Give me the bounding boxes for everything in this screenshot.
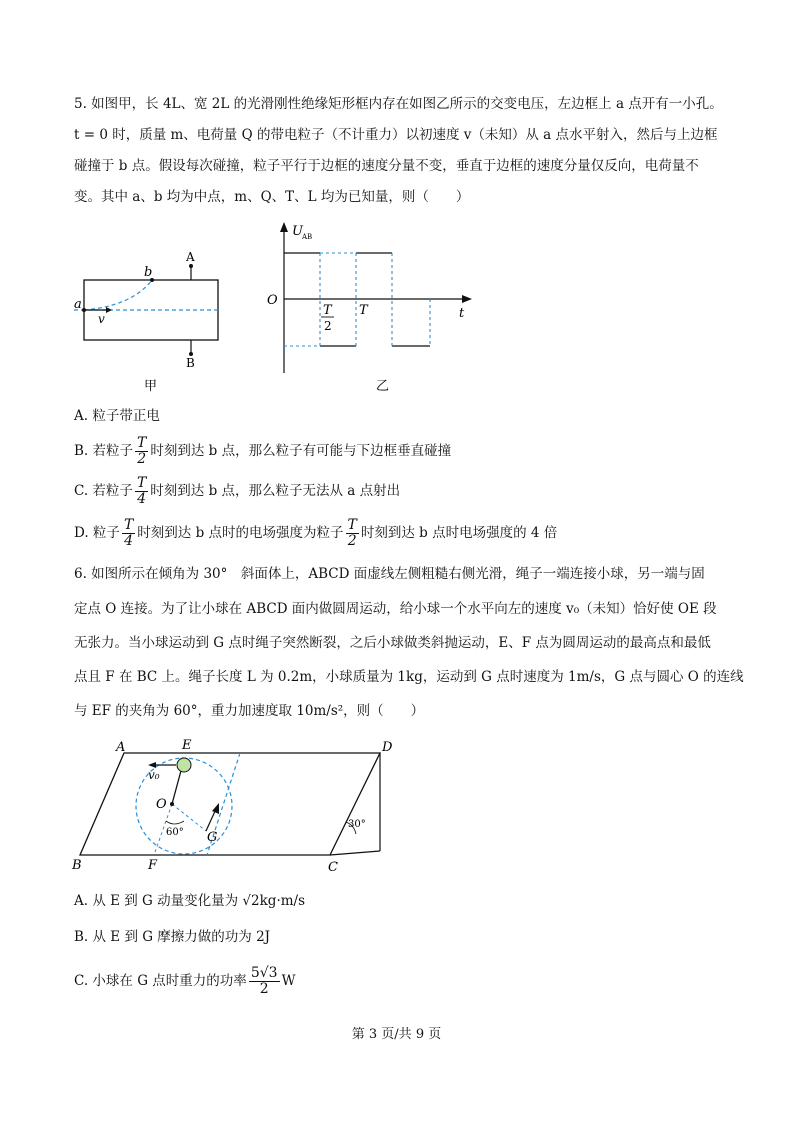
caption-jia: 甲 bbox=[144, 379, 158, 394]
point-a bbox=[82, 308, 86, 312]
side-base-edge bbox=[330, 851, 380, 855]
q5-option-d-pre: D. 粒子 bbox=[74, 525, 120, 541]
q5-option-c-post: 时刻到达 b 点，那么粒子无法从 a 点射出 bbox=[150, 483, 401, 499]
q5-option-d-mid: 时刻到达 b 点时的电场强度为粒子 bbox=[137, 525, 344, 541]
q5-option-c-frac bbox=[135, 476, 148, 507]
q6-line-1: 6. 如图所示在倾角为 30° 斜面体上，ABCD 面虚线左侧粗糙右侧光滑，绳子一端连接小球，另一端与固 bbox=[74, 566, 705, 582]
q6-line-2: 定点 O 连接。为了让小球在 ABCD 面内做圆周运动，给小球一个水平向左的速度 v₀（未知）恰好使 OE 段 bbox=[74, 601, 717, 617]
caption-yi: 乙 bbox=[376, 379, 390, 393]
frac-den: 2 bbox=[259, 981, 269, 997]
figure-jia bbox=[60, 240, 240, 395]
label-v0: v₀ bbox=[148, 768, 160, 782]
terminal-A-dot bbox=[189, 264, 193, 268]
y-label-sub: AB bbox=[302, 233, 313, 241]
q5-option-d-post: 时刻到达 b 点时电场强度的 4 倍 bbox=[360, 525, 558, 541]
T-label: T bbox=[359, 303, 368, 318]
half-T-num: T bbox=[323, 303, 332, 318]
label-a: a bbox=[74, 297, 82, 312]
frac-num: T bbox=[347, 517, 357, 533]
label-A: A bbox=[186, 250, 195, 264]
y-axis-arrow bbox=[280, 222, 288, 232]
q5-option-d-frac-2 bbox=[346, 518, 359, 549]
label-C: C bbox=[328, 860, 338, 875]
arrow-g bbox=[206, 809, 216, 831]
q5-line-3: 碰撞于 b 点。假设每次碰撞，粒子平行于边框的速度分量不变，垂直于边框的速度分量仅反向，电荷量不 bbox=[74, 158, 699, 174]
frac-den: 2 bbox=[347, 533, 357, 549]
label-A: A bbox=[116, 740, 126, 755]
q5-option-d-frac-1 bbox=[122, 518, 135, 549]
q6-option-b: B. 从 E 到 G 摩擦力做的功为 2J bbox=[74, 929, 271, 945]
q6-option-c bbox=[74, 966, 295, 997]
label-G: G bbox=[207, 830, 218, 845]
q6-line-3: 无张力。当小球运动到 G 点时绳子突然断裂，之后小球做类斜抛运动，E、F 点为圆周运动的最高点和最低 bbox=[74, 635, 711, 651]
label-b: b bbox=[144, 265, 153, 280]
frac-den: 4 bbox=[137, 491, 147, 507]
q5-option-c bbox=[74, 476, 400, 507]
rope-o-e bbox=[172, 767, 182, 804]
angle-60-arc bbox=[166, 821, 184, 824]
label-30: 30° bbox=[348, 819, 366, 830]
label-F: F bbox=[148, 858, 158, 873]
q5-line-2: t = 0 时，质量 m、电荷量 Q 的带电粒子（不计重力）以初速度 v（未知）从 a 点水平射入，然后与上边框 bbox=[74, 127, 718, 143]
arrow-v-head bbox=[106, 307, 112, 313]
y-label: U bbox=[292, 224, 303, 239]
q6-option-c-pre: C. 小球在 G 点时重力的功率 bbox=[74, 973, 247, 989]
frac-num: T bbox=[136, 475, 147, 491]
q5-option-c-pre: C. 若粒子 bbox=[74, 483, 133, 499]
half-T-den: 2 bbox=[324, 319, 332, 333]
t-label: t bbox=[459, 306, 465, 321]
frac-num: T bbox=[123, 517, 134, 533]
figure-yi bbox=[262, 218, 482, 393]
label-E: E bbox=[182, 738, 192, 753]
trajectory-curve bbox=[84, 280, 152, 310]
q5-option-a: A. 粒子带正电 bbox=[74, 408, 160, 424]
q6-option-c-post: W bbox=[281, 973, 296, 989]
frac-num: T bbox=[137, 435, 147, 451]
q5-option-b-frac bbox=[135, 436, 148, 467]
q6-option-a: A. 从 E 到 G 动量变化量为 √2kg·m/s bbox=[74, 893, 306, 909]
label-O: O bbox=[156, 797, 167, 812]
figure-q6 bbox=[64, 735, 404, 880]
q5-option-d bbox=[74, 518, 557, 549]
q6-option-c-frac bbox=[249, 966, 280, 997]
q5-line-1: 5. 如图甲，长 4L、宽 2L 的光滑刚性绝缘矩形框内存在如图乙所示的交变电压，左边框上 a 点开有一小孔。 bbox=[74, 96, 723, 112]
label-B: B bbox=[72, 858, 82, 873]
frac-den: 2 bbox=[137, 451, 147, 467]
q5-option-b bbox=[74, 436, 451, 467]
incline-face-abcd bbox=[80, 753, 380, 855]
frac-den: 4 bbox=[124, 533, 134, 549]
q6-line-4: 点且 F 在 BC 上。绳子长度 L 为 0.2m，小球质量为 1kg，运动到 G 点时速度为 1m/s，G 点与圆心 O 的连线 bbox=[74, 669, 744, 685]
frac-num: 5√3 bbox=[250, 965, 278, 981]
label-60: 60° bbox=[166, 827, 184, 838]
q5-line-4: 变。其中 a、b 均为中点，m、Q、T、L 均为已知量，则（ ） bbox=[74, 189, 470, 205]
q6-line-5: 与 EF 的夹角为 60°，重力加速度取 10m/s²，则（ ） bbox=[74, 703, 425, 719]
origin-label: O bbox=[267, 293, 278, 308]
point-o bbox=[170, 802, 174, 806]
page-footer: 第 3 页/共 9 页 bbox=[351, 1027, 442, 1042]
t-axis-arrow bbox=[462, 295, 472, 303]
label-v: v bbox=[98, 312, 105, 326]
ball bbox=[177, 758, 191, 772]
label-D: D bbox=[382, 740, 393, 755]
q5-option-b-post: 时刻到达 b 点，那么粒子有可能与下边框垂直碰撞 bbox=[150, 443, 452, 459]
q5-option-b-pre: B. 若粒子 bbox=[74, 443, 134, 459]
arrow-g-head bbox=[212, 803, 219, 814]
label-B: B bbox=[186, 356, 195, 370]
